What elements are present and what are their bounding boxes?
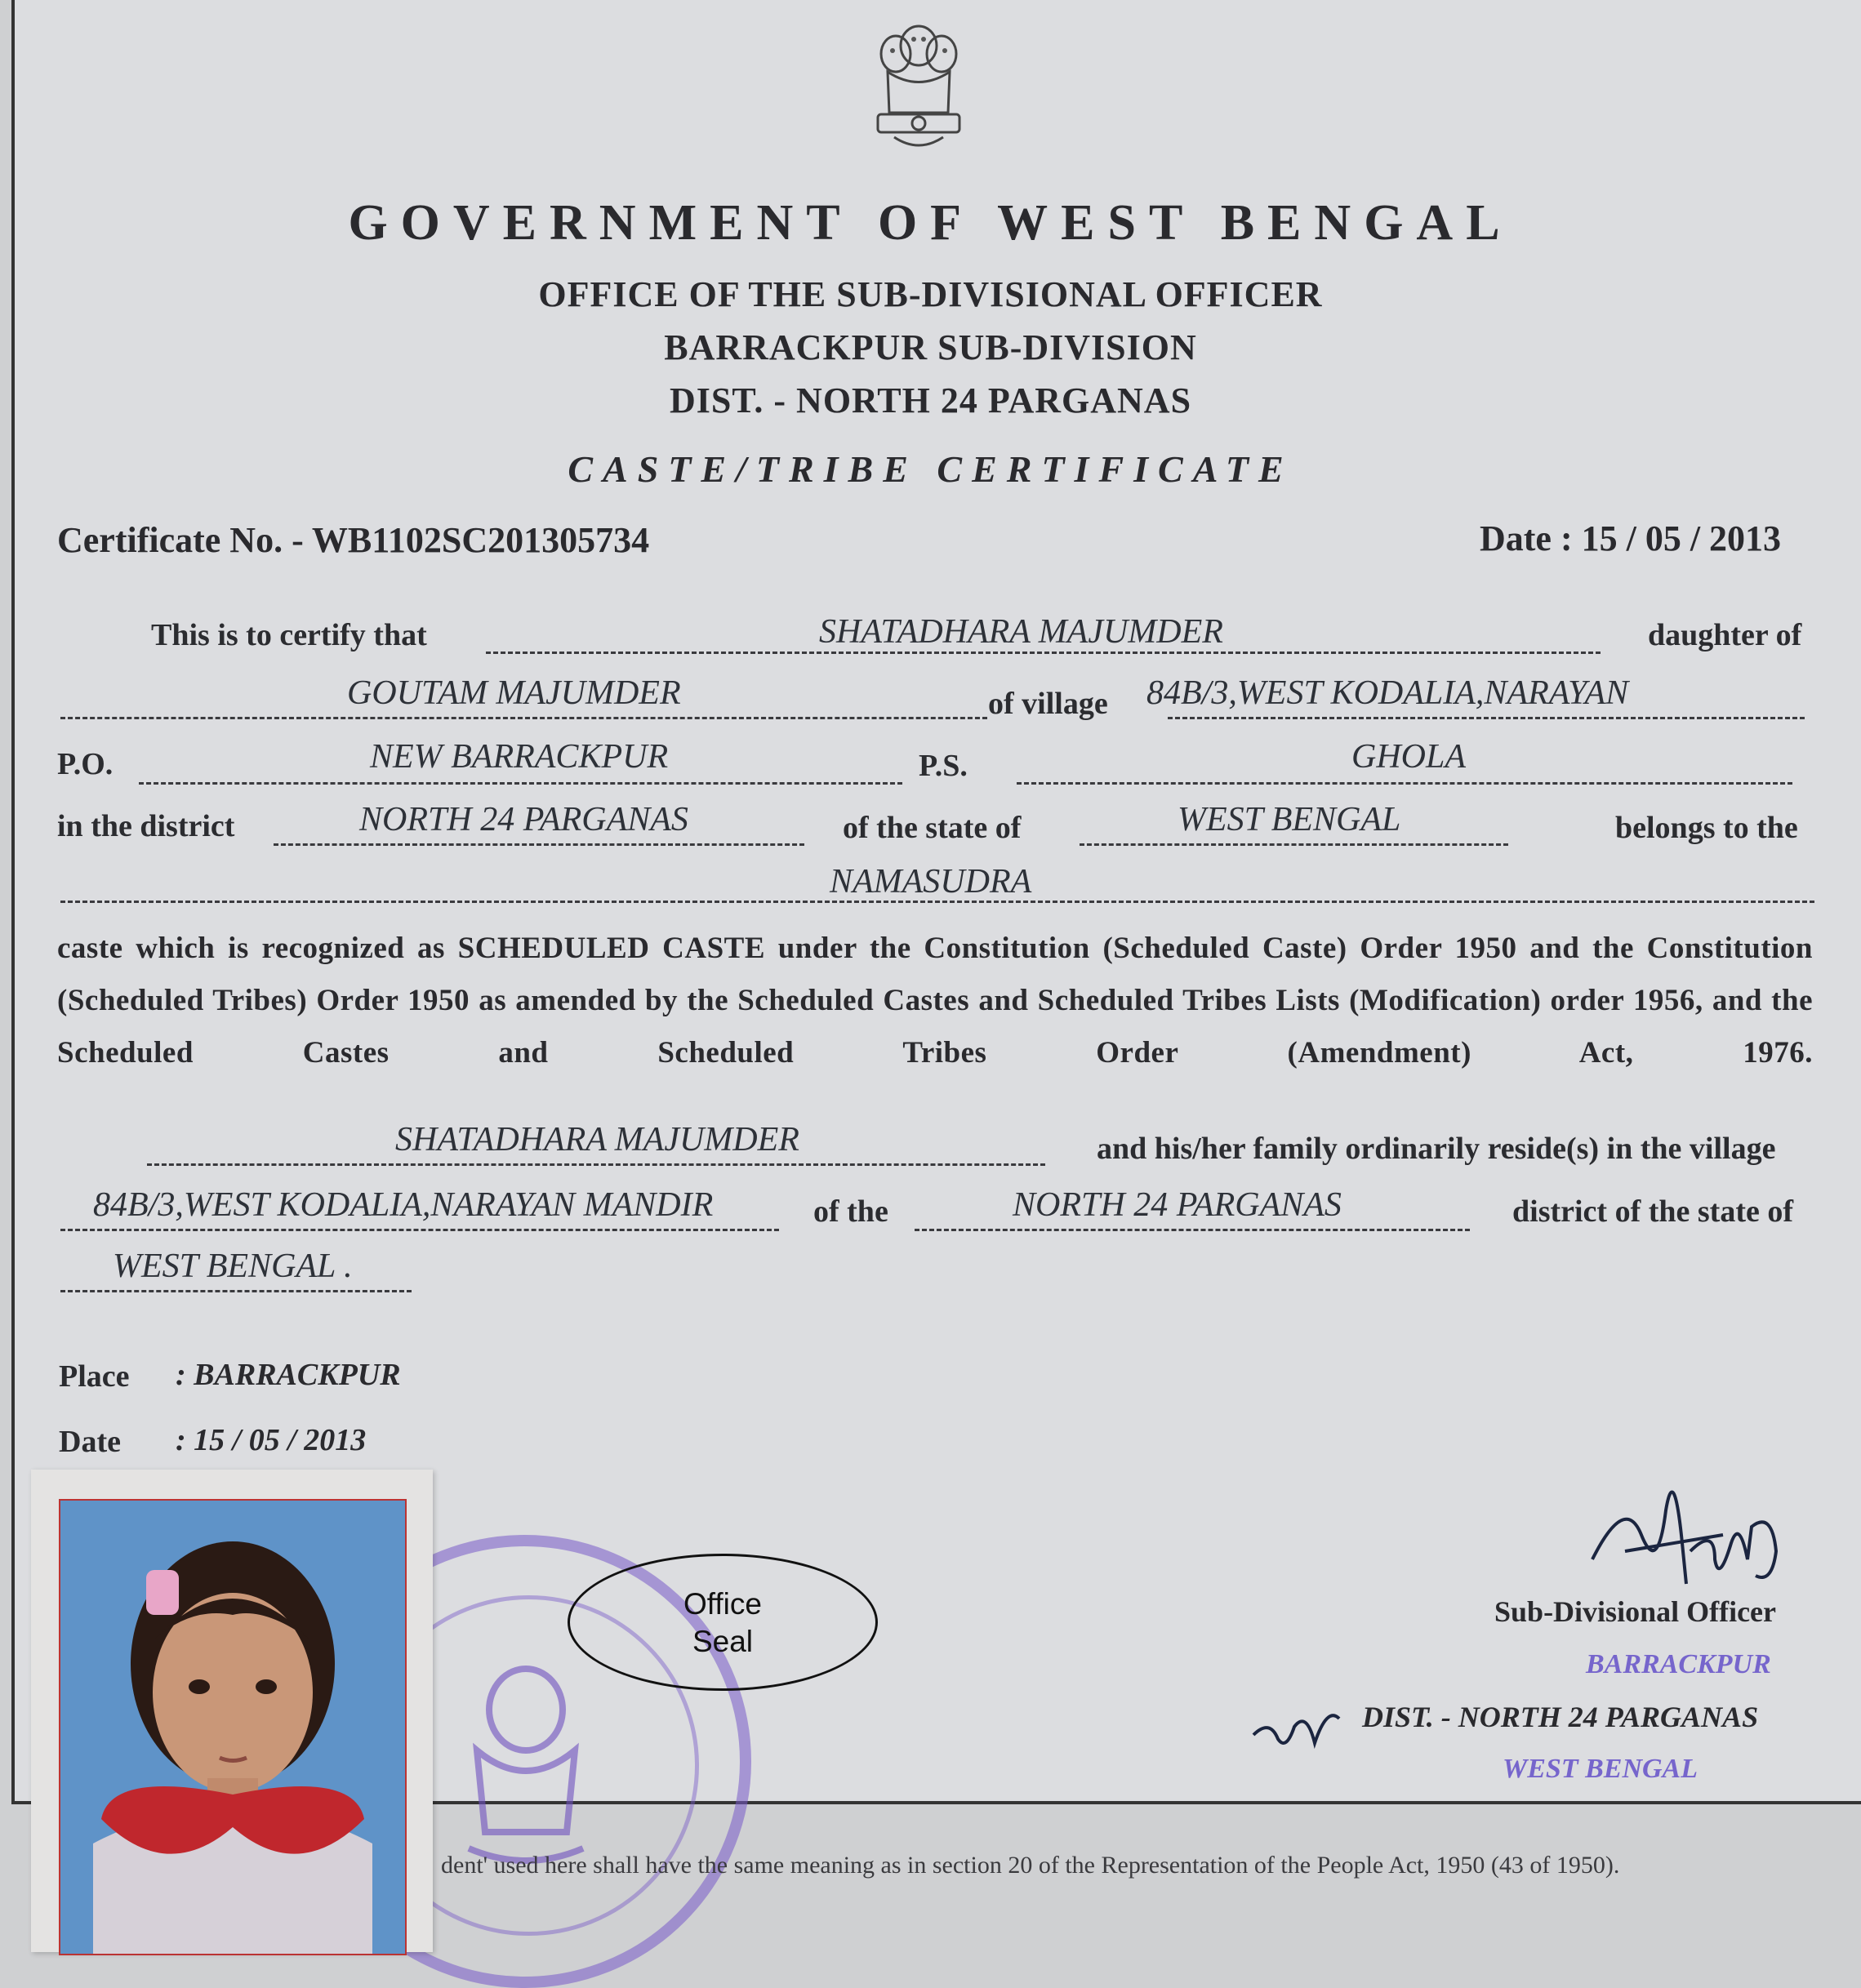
certificate-number: Certificate No. - WB1102SC201305734: [57, 520, 650, 560]
belongs-label: belongs to the: [1615, 811, 1798, 845]
village2-value: 84B/3,WEST KODALIA,NARAYAN MANDIR: [93, 1186, 714, 1224]
date-value: : 15 / 05 / 2013: [176, 1423, 367, 1457]
district-heading: DIST. - NORTH 24 PARGANAS: [669, 380, 1192, 420]
ps-label: P.S.: [919, 749, 968, 783]
date-label: Date: [59, 1425, 121, 1459]
of-the-label: of the: [813, 1194, 888, 1229]
state-emblem-icon: [870, 15, 968, 158]
district-line: [274, 843, 804, 846]
name-value: SHATADHARA MAJUMDER: [819, 613, 1223, 651]
footnote: dent' used here shall have the same meaning as in section 20 of the Representation of the People Act, 1950 (43 of 1950).: [441, 1852, 1620, 1879]
applicant-portrait-image: [60, 1501, 405, 1954]
daughter-of-label: daughter of: [1648, 618, 1802, 652]
in-district-label: in the district: [57, 809, 235, 843]
officer-signature-icon: [1576, 1461, 1788, 1608]
name2-value: SHATADHARA MAJUMDER: [395, 1121, 799, 1159]
government-heading: GOVERNMENT OF WEST BENGAL: [348, 195, 1513, 251]
state2-line: [60, 1290, 412, 1292]
po-label: P.O.: [57, 747, 114, 781]
village2-line: [60, 1229, 779, 1231]
name2-line: [147, 1163, 1045, 1166]
village-line: [1168, 717, 1805, 719]
office-heading: OFFICE OF THE SUB-DIVISIONAL OFFICER: [538, 274, 1323, 314]
po-line: [139, 782, 902, 785]
applicant-photo: [31, 1470, 433, 1952]
state-line: [1080, 843, 1508, 846]
office-seal-label: [568, 1554, 878, 1691]
caste-value: NAMASUDRA: [830, 863, 1032, 901]
body-paragraph: caste which is recognized as SCHEDULED CASTE under the Constitution (Scheduled Caste) Order 1950 and the Constitution (Scheduled Tribes) Order 1950 as amended by the Scheduled Castes and Scheduled Tribes Lists (Modification) order 1956, and the Scheduled Castes and Scheduled Tribes Order (Amendment) Act, 1976.: [57, 932, 1813, 1070]
district2-line: [915, 1229, 1470, 1231]
district2-value: NORTH 24 PARGANAS: [1013, 1186, 1342, 1224]
certificate-date: Date : 15 / 05 / 2013: [1480, 518, 1782, 558]
state-value: WEST BENGAL: [1178, 801, 1401, 838]
office-seal-line2: Seal: [692, 1625, 754, 1658]
seal-emblem-icon: [444, 1661, 608, 1873]
signature-stamp-line1: BARRACKPUR: [1586, 1649, 1771, 1679]
of-village-label: of village: [988, 687, 1108, 721]
father-value: GOUTAM MAJUMDER: [347, 674, 681, 712]
ps-line: [1017, 782, 1792, 785]
certificate-title: CASTE/TRIBE CERTIFICATE: [568, 448, 1293, 490]
district-state-label: district of the state of: [1512, 1194, 1794, 1229]
po-value: NEW BARRACKPUR: [370, 738, 669, 776]
certify-label: This is to certify that: [151, 618, 427, 652]
place-label: Place: [59, 1359, 130, 1394]
state2-value: WEST BENGAL .: [113, 1248, 353, 1285]
signature-stamp-line2: DIST. - NORTH 24 PARGANAS: [1362, 1701, 1759, 1733]
office-seal-line1: Office: [683, 1587, 762, 1621]
reside-label: and his/her family ordinarily reside(s) in the village: [1097, 1132, 1776, 1166]
signature-title: Sub-Divisional Officer: [1494, 1595, 1777, 1628]
initials-signature-icon: [1249, 1702, 1347, 1759]
subdivision-heading: BARRACKPUR SUB-DIVISION: [664, 327, 1197, 367]
ps-value: GHOLA: [1351, 738, 1467, 776]
village-value: 84B/3,WEST KODALIA,NARAYAN: [1146, 674, 1629, 712]
place-value: : BARRACKPUR: [176, 1358, 401, 1392]
district-value: NORTH 24 PARGANAS: [359, 801, 688, 838]
signature-stamp-line3: WEST BENGAL: [1503, 1754, 1698, 1784]
of-state-label: of the state of: [843, 811, 1022, 845]
name-line: [486, 652, 1601, 654]
father-line: [60, 717, 987, 719]
